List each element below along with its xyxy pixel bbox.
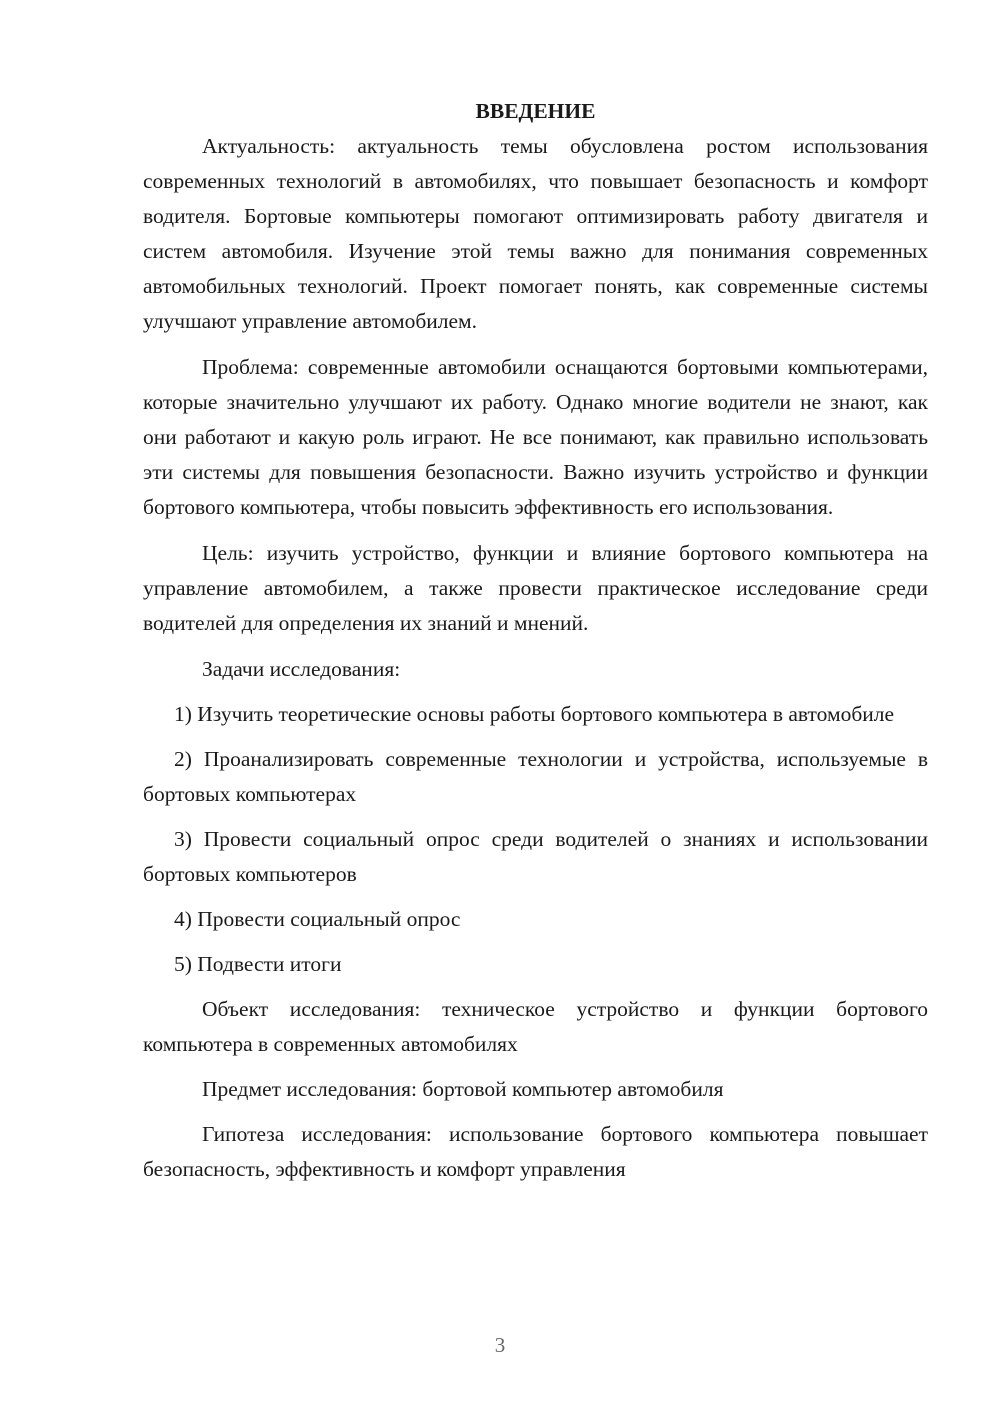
paragraph-subject: Предмет исследования: бортовой компьютер автомобиля [202,1077,724,1101]
task-item: 4) Провести социальный опрос [174,907,461,931]
tasks-title: Задачи исследования: [202,657,401,681]
document-body [143,94,928,1187]
paragraph-hypothesis: Гипотеза исследования: использование бортового компьютера повышает безопасность, эффективность и комфорт управления [143,1122,928,1181]
task-item: 2) Проанализировать современные технологии и устройства, используемые в бортовых компьютерах [143,747,928,806]
task-item: 1) Изучить теоретические основы работы бортового компьютера в автомобиле [174,702,895,726]
paragraph-goal: Цель: изучить устройство, функции и влияние бортового компьютера на управление автомобилем, а также провести практическое исследование среди водителей для определения их знаний и мнений. [143,541,928,635]
page-number: 3 [494,1333,506,1357]
paragraph-problem: Проблема: современные автомобили оснащаются бортовыми компьютерами, которые значительно улучшают их работу. Однако многие водители не знают, как они работают и какую роль играют. Не все понимают, как правильно использовать эти системы для повышения безопасности. Важно изучить устройство и функции бортового компьютера, чтобы повысить эффективность его использования. [143,355,928,519]
paragraph-object: Объект исследования: техническое устройство и функции бортового компьютера в современных автомобилях [143,997,928,1056]
task-item: 3) Провести социальный опрос среди водителей о знаниях и использовании бортовых компьютеров [143,827,928,886]
section-heading: ВВЕДЕНИЕ [475,99,596,123]
paragraph-relevance: Актуальность: актуальность темы обусловлена ростом использования современных технологий в автомобилях, что повышает безопасность и комфорт водителя. Бортовые компьютеры помогают оптимизировать работу двигателя и систем автомобиля. Изучение этой темы важно для понимания современных автомобильных технологий. Проект помогает понять, как современные системы улучшают управление автомобилем. [143,134,928,333]
task-item: 5) Подвести итоги [174,952,342,976]
